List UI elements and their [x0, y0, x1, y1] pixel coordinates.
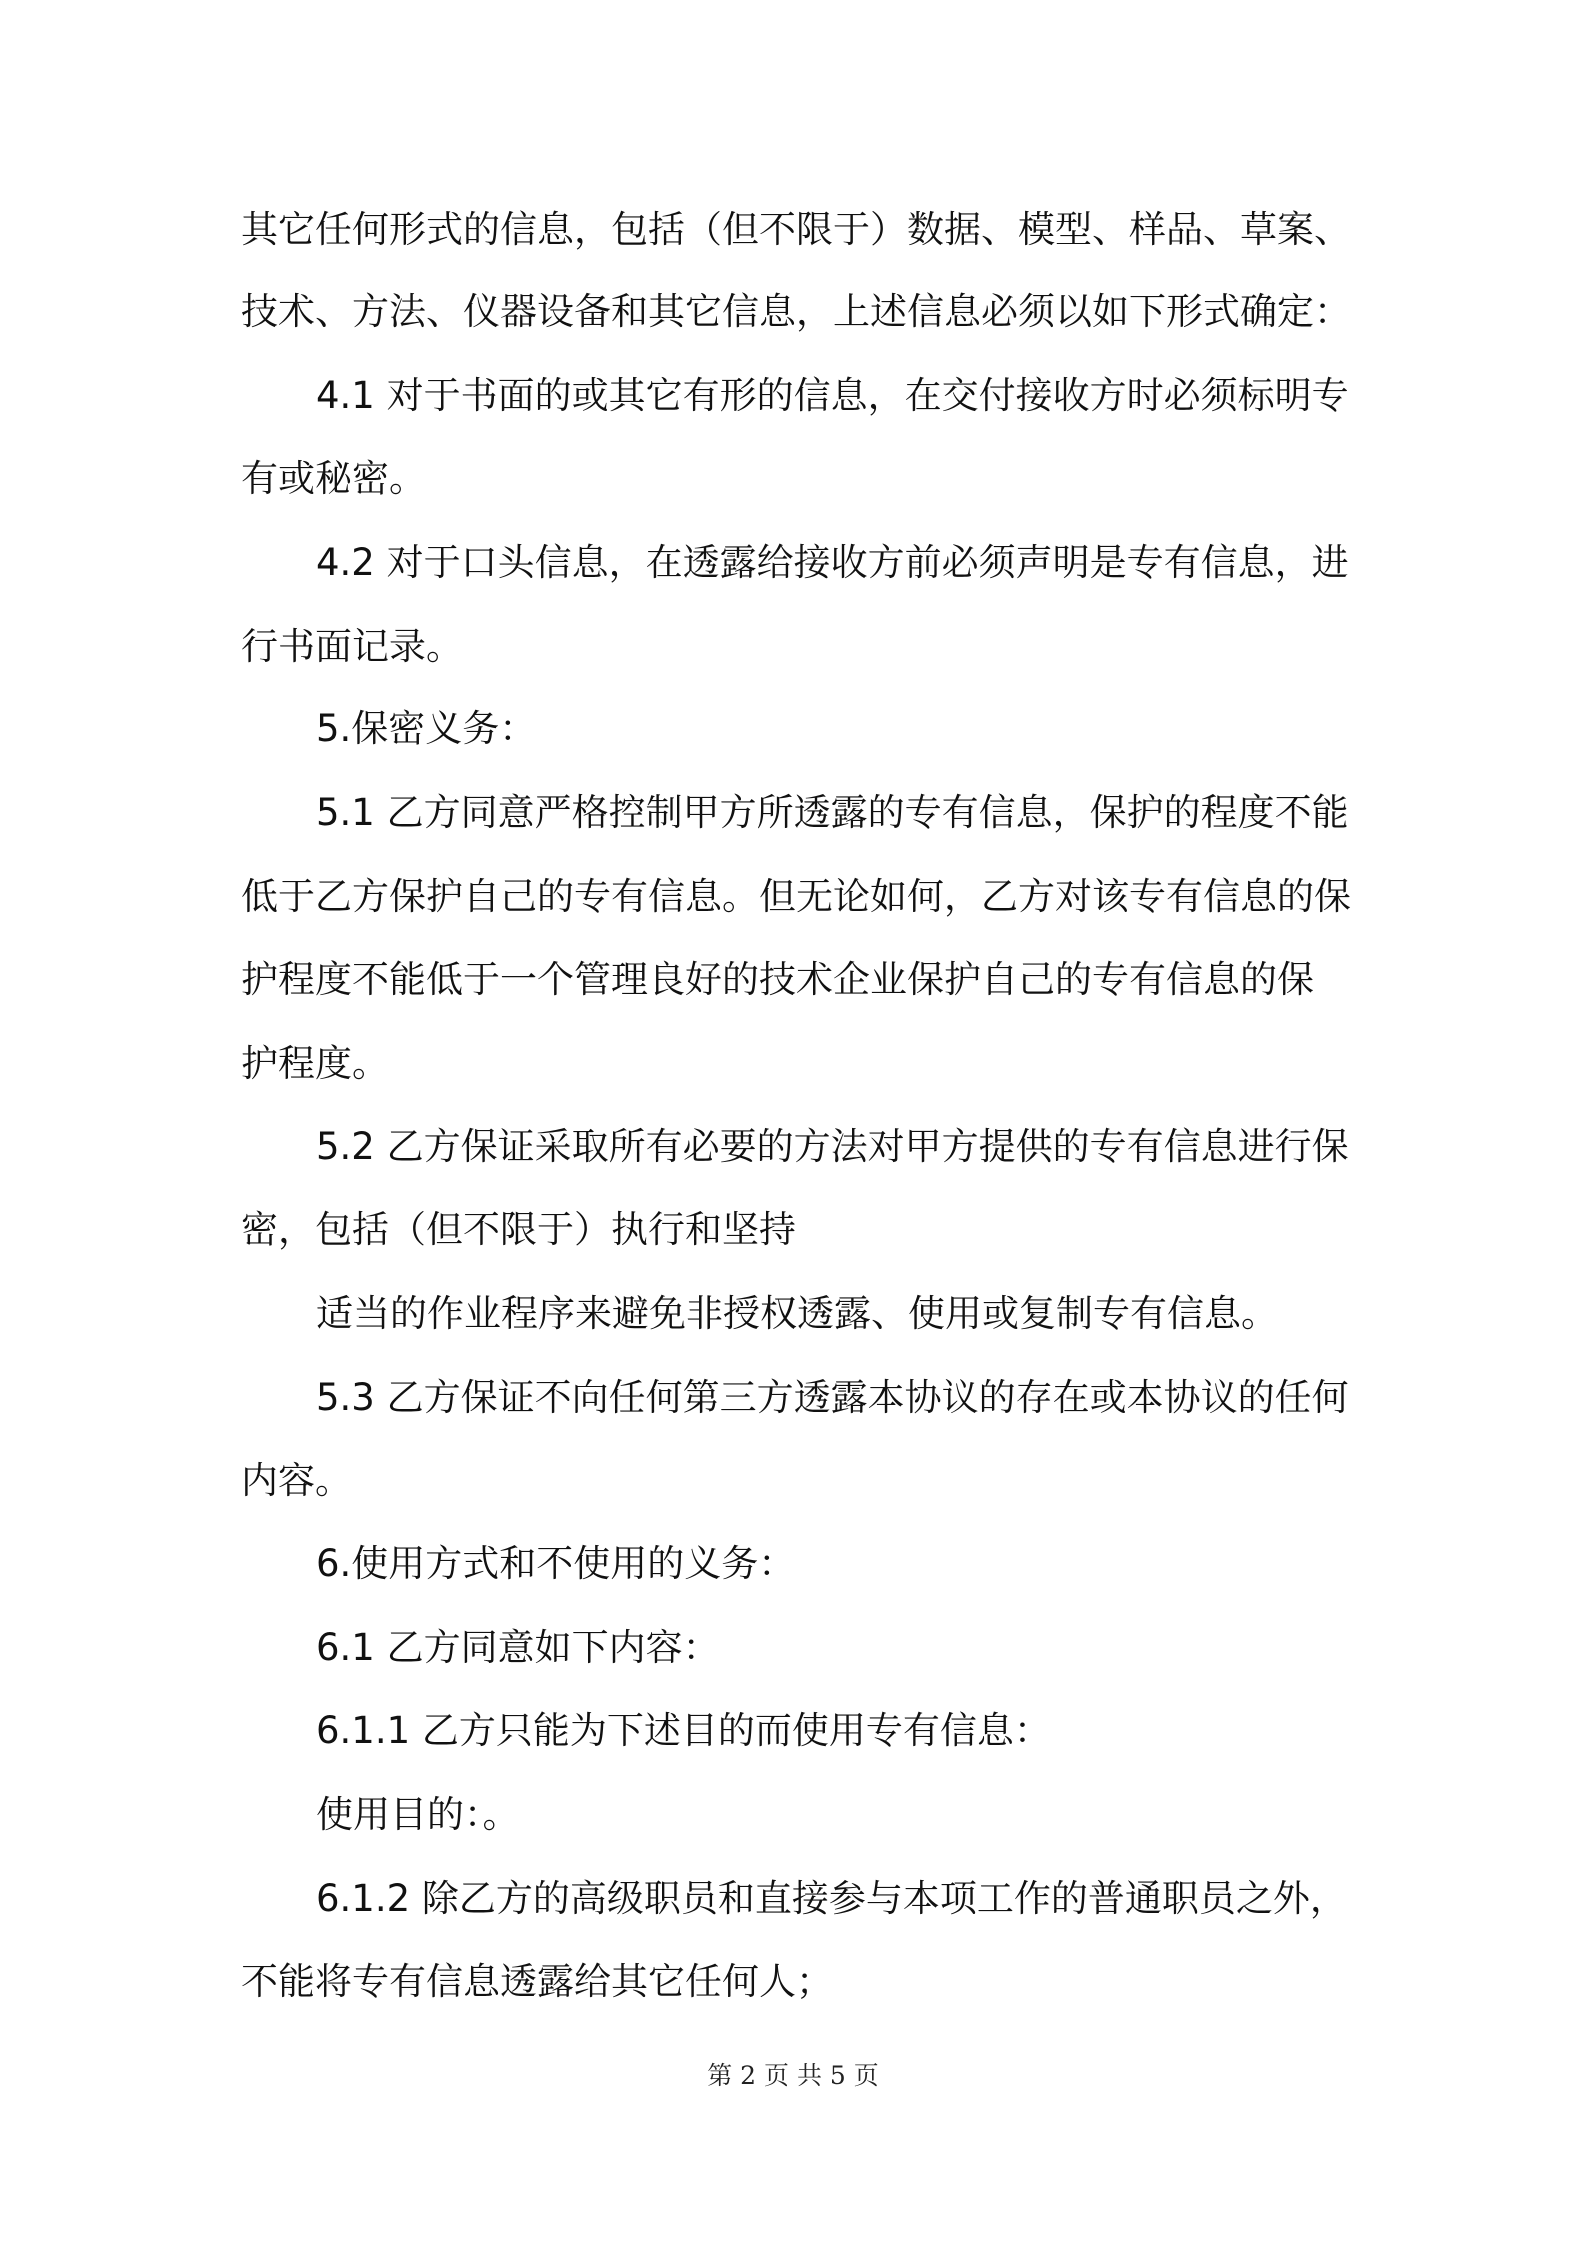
text-line: 其它任何形式的信息，包括（但不限于）数据、模型、样品、草案、 — [241, 208, 1351, 251]
text-line: 不能将专有信息透露给其它任何人； — [241, 1960, 833, 2003]
clause-4-1: 4.1 对于书面的或其它有形的信息，在交付接收方时必须标明专 — [316, 374, 1349, 417]
section-heading-5: 5.保密义务： — [316, 707, 537, 750]
clause-4-2: 4.2 对于口头信息，在透露给接收方前必须声明是专有信息，进 — [316, 541, 1349, 584]
usage-purpose: 使用目的：。 — [316, 1793, 520, 1836]
page-number-footer: 第 2 页 共 5 页 — [707, 2061, 879, 2090]
clause-6-1: 6.1 乙方同意如下内容： — [316, 1626, 720, 1669]
text-line: 内容。 — [241, 1459, 352, 1502]
text-line: 密，包括（但不限于）执行和坚持 — [241, 1208, 796, 1251]
text-line: 护程度。 — [241, 1042, 389, 1085]
text-line: 有或秘密。 — [241, 457, 426, 500]
clause-6-1-1: 6.1.1 乙方只能为下述目的而使用专有信息： — [316, 1709, 1051, 1752]
text-line: 适当的作业程序来避免非授权透露、使用或复制专有信息。 — [316, 1292, 1278, 1335]
clause-5-1: 5.1 乙方同意严格控制甲方所透露的专有信息，保护的程度不能 — [316, 791, 1349, 834]
text-line: 低于乙方保护自己的专有信息。但无论如何，乙方对该专有信息的保 — [241, 875, 1351, 918]
clause-5-3: 5.3 乙方保证不向任何第三方透露本协议的存在或本协议的任何 — [316, 1376, 1349, 1419]
clause-5-2: 5.2 乙方保证采取所有必要的方法对甲方提供的专有信息进行保 — [316, 1125, 1349, 1168]
clause-6-1-2: 6.1.2 除乙方的高级职员和直接参与本项工作的普通职员之外， — [316, 1877, 1347, 1920]
section-heading-6: 6.使用方式和不使用的义务： — [316, 1542, 796, 1585]
text-line: 技术、方法、仪器设备和其它信息，上述信息必须以如下形式确定： — [241, 290, 1351, 333]
text-line: 行书面记录。 — [241, 625, 463, 668]
text-line: 护程度不能低于一个管理良好的技术企业保护自己的专有信息的保 — [241, 958, 1314, 1001]
